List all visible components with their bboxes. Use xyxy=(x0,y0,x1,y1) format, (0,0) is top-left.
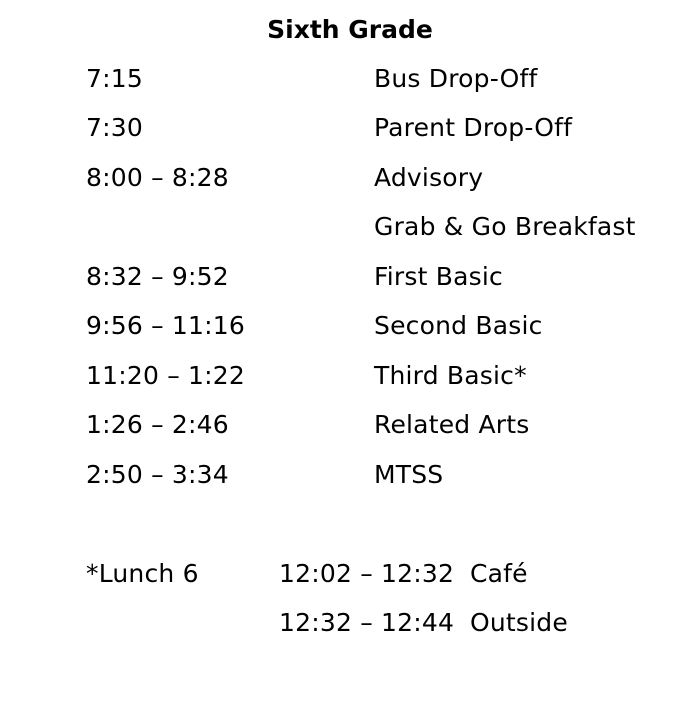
schedule-time: 7:30 xyxy=(86,113,143,142)
schedule-time: 8:00 – 8:28 xyxy=(86,163,229,192)
schedule-time: 1:26 – 2:46 xyxy=(86,410,229,439)
lunch-place: Outside xyxy=(470,608,568,637)
schedule-activity: Grab & Go Breakfast xyxy=(374,212,636,241)
schedule-activity: First Basic xyxy=(374,262,503,291)
page-title: Sixth Grade xyxy=(267,15,433,44)
schedule-activity: Advisory xyxy=(374,163,484,192)
schedule-time: 9:56 – 11:16 xyxy=(86,311,245,340)
lunch-place: Café xyxy=(470,559,528,588)
lunch-time: 12:32 – 12:44 xyxy=(279,608,455,637)
schedule-activity: Bus Drop-Off xyxy=(374,64,538,93)
schedule-time: 8:32 – 9:52 xyxy=(86,262,229,291)
schedule-activity: Related Arts xyxy=(374,410,530,439)
schedule-activity: Second Basic xyxy=(374,311,543,340)
schedule-activity: Third Basic* xyxy=(374,361,527,390)
lunch-time: 12:02 – 12:32 xyxy=(279,559,455,588)
schedule-time: 7:15 xyxy=(86,64,143,93)
schedule-time: 11:20 – 1:22 xyxy=(86,361,245,390)
schedule-time: 2:50 – 3:34 xyxy=(86,460,229,489)
lunch-label: *Lunch 6 xyxy=(86,559,199,588)
schedule-activity: MTSS xyxy=(374,460,444,489)
schedule-activity: Parent Drop-Off xyxy=(374,113,573,142)
